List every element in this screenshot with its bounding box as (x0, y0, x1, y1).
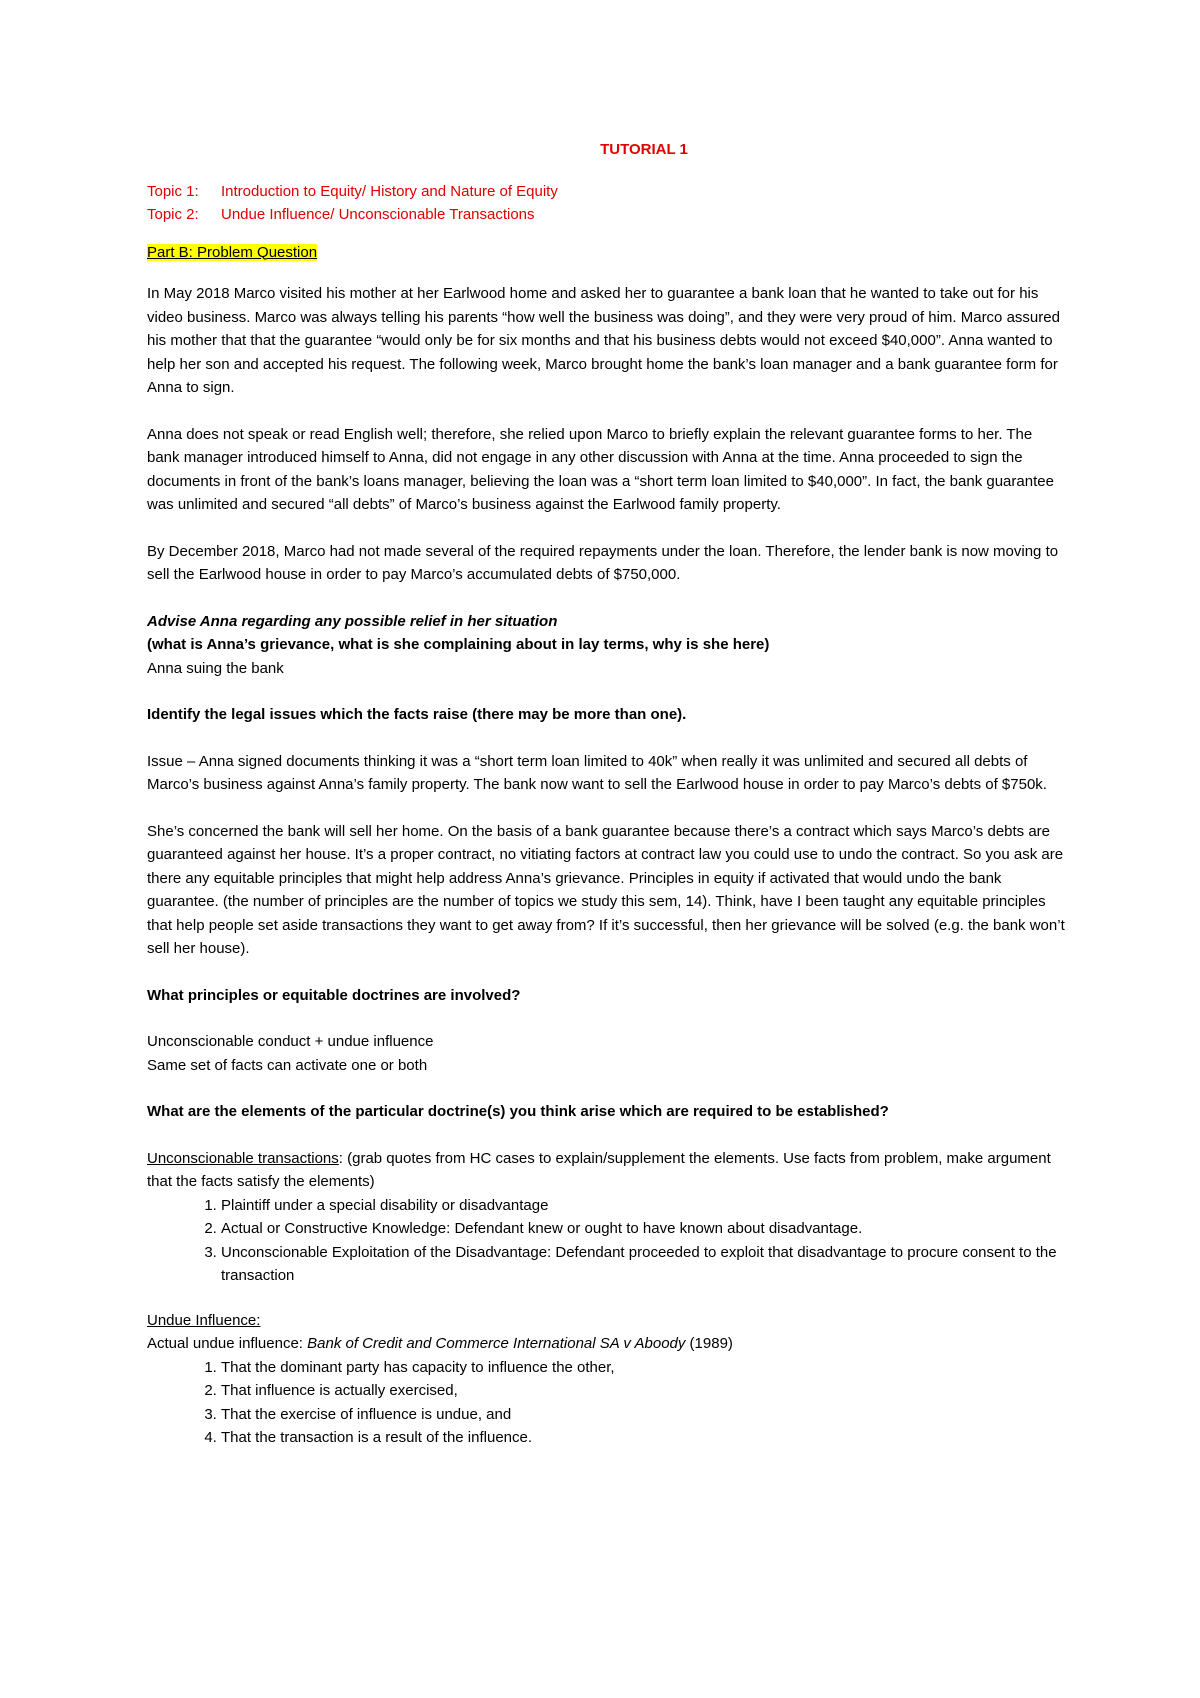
elements-heading: What are the elements of the particular doctrine(s) you think arise which are required to be established? (147, 1103, 889, 1120)
principles-heading: What principles or equitable doctrines are involved? (147, 986, 521, 1004)
topic-2-label: Topic 2: (147, 206, 199, 223)
list-item: 2. That influence is actually exercised, (221, 1379, 1067, 1403)
document-page (147, 138, 1067, 1471)
actual-undue-influence-line (147, 1332, 1067, 1356)
list-item: 2. Actual or Constructive Knowledge: Defendant knew or ought to have known about disadvantage. (221, 1217, 1067, 1241)
advise-note: Anna suing the bank (147, 659, 284, 677)
issues-heading: Identify the legal issues which the facts raise (there may be more than one). (147, 706, 687, 723)
facts-paragraph-1: In May 2018 Marco visited his mother at her Earlwood home and asked her to guarantee a bank loan that he wanted to take out for his video business. Marco was always telling his parents “how well the business was doing”, and they were very proud of him. Marco assured his mother that that the guarantee “would only be for six months and that his business debts would not exceed $40,000”. Anna wanted to help her son and accepted his request. The following week, Marco brought home the bank’s loan manager and a bank guarantee form for Anna to sign. (147, 285, 1060, 396)
list-item: 1. That the dominant party has capacity to influence the other, (221, 1356, 1067, 1380)
facts-paragraph-2: Anna does not speak or read English well; therefore, she relied upon Marco to briefly explain the relevant guarantee forms to her. The bank manager introduced himself to Anna, did not engage in any other discussion with Anna at the time. Anna proceeded to sign the documents in front of the bank’s loans manager, believing the loan was a “short term loan limited to $40,000”. In fact, the bank guarantee was unlimited and secured “all debts” of Marco’s business against the Earlwood family property. (147, 425, 1054, 513)
list-item: 3. Unconscionable Exploitation of the Disadvantage: Defendant proceeded to exploit that disadvantage to procure consent to the transaction (221, 1241, 1067, 1288)
case-year: (1989) (685, 1335, 733, 1352)
undue-influence-heading: Undue Influence: (147, 1311, 261, 1329)
actual-undue-prefix: Actual undue influence: (147, 1335, 308, 1352)
topic-2 (147, 203, 1067, 227)
principles-line-1: Unconscionable conduct + undue influence (147, 1033, 434, 1050)
document-title: TUTORIAL 1 (600, 141, 688, 158)
unconscionable-intro-text: : (grab quotes from HC cases to explain/supplement the elements. Use facts from problem, make argument that the facts satisfy the elements) (147, 1149, 1051, 1190)
unconscionable-label: Unconscionable transactions (147, 1149, 339, 1167)
principles-line-2: Same set of facts can activate one or both (147, 1056, 428, 1074)
facts-paragraph-3: By December 2018, Marco had not made several of the required repayments under the loan. Therefore, the lender bank is now moving to sell the Earlwood house in order to pay Marco’s accumulated debts of $750,000. (147, 542, 1059, 583)
topic-1 (147, 180, 1067, 204)
topic-2-text: Undue Influence/ Unconscionable Transactions (221, 206, 535, 223)
advise-heading: Advise Anna regarding any possible relief in her situation (147, 612, 558, 630)
case-name: Bank of Credit and Commerce International SA v Aboody (307, 1335, 686, 1352)
part-b-heading (147, 241, 1067, 265)
list-item: 4. That the transaction is a result of the influence. (221, 1426, 1067, 1450)
issue-paragraph: Issue – Anna signed documents thinking it was a “short term loan limited to 40k” when really it was unlimited and secured all debts of Marco’s business against Anna’s family property. The bank now want to sell the Earlwood house in order to pay Marco’s debts of $750k. (147, 752, 1047, 793)
unconscionable-elements-list (147, 1194, 1067, 1288)
unconscionable-intro (147, 1147, 1067, 1194)
undue-influence-elements-list (147, 1356, 1067, 1450)
concern-paragraph: She’s concerned the bank will sell her home. On the basis of a bank guarantee because there’s a contract which says Marco’s debts are guaranteed against her house. It’s a proper contract, no vitiating factors at contract law you could use to undo the contract. So you ask are there any equitable principles that might help address Anna’s grievance. Principles in equity if activated that would undo the bank guarantee. (the number of principles are the number of topics we study this sem, 14). Think, have I been taught any equitable principles that help people set aside transactions they want to get away from? If it’s successful, then her grievance will be solved (e.g. the bank won’t sell her house). (147, 822, 1065, 957)
topic-1-label: Topic 1: (147, 182, 199, 200)
advise-subheading: (what is Anna’s grievance, what is she complaining about in lay terms, why is she here) (147, 636, 770, 653)
list-item: 1. Plaintiff under a special disability or disadvantage (221, 1194, 1067, 1218)
part-b-label: Part B: Problem Question (147, 243, 318, 261)
topic-1-text: Introduction to Equity/ History and Nature of Equity (221, 182, 558, 200)
list-item: 3. That the exercise of influence is undue, and (221, 1403, 1067, 1427)
